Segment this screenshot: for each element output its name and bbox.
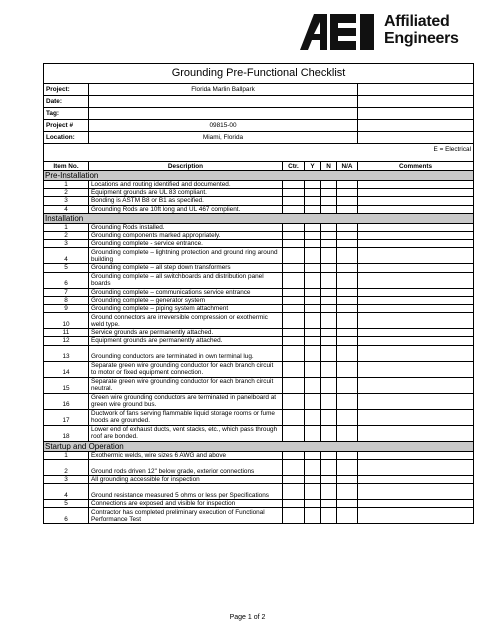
item-comments-field[interactable] (358, 337, 474, 345)
item-na-checkbox[interactable] (337, 459, 358, 475)
checklist-sheet (43, 63, 473, 524)
item-ctr-field[interactable] (283, 232, 305, 240)
item-description: Grounding Rods installed. (89, 223, 283, 231)
item-yes-checkbox[interactable] (305, 296, 321, 304)
item-number: 3 (44, 240, 89, 248)
item-comments-field[interactable] (358, 377, 474, 393)
item-description: Equipment grounds are UL 83 compliant. (89, 189, 283, 197)
item-comments-field[interactable] (358, 393, 474, 409)
item-number: 14 (44, 361, 89, 377)
item-number: 18 (44, 425, 89, 441)
checklist-item-row (44, 425, 474, 441)
page-title: Grounding Pre-Functional Checklist (44, 64, 474, 84)
checklist-item-row (44, 459, 474, 475)
item-description: All grounding accessible for inspection (89, 475, 283, 483)
item-yes-checkbox[interactable] (305, 197, 321, 205)
item-yes-checkbox[interactable] (305, 189, 321, 197)
item-yes-checkbox[interactable] (305, 345, 321, 361)
logo-wordmark (384, 13, 459, 47)
header-row (44, 120, 474, 132)
item-no-checkbox[interactable] (321, 181, 337, 189)
spacer-row (44, 154, 474, 162)
header-value-field[interactable]: Florida Marlin Ballpark (89, 84, 358, 96)
item-description: Grounding complete – lightning protection and ground ring around building (89, 248, 283, 264)
item-ctr-field[interactable] (283, 189, 305, 197)
item-no-checkbox[interactable] (321, 508, 337, 524)
item-ctr-field[interactable] (283, 361, 305, 377)
item-no-checkbox[interactable] (321, 475, 337, 483)
item-description: Green wire grounding conductors are terminated in panelboard at green wire ground bus. (89, 393, 283, 409)
item-na-checkbox[interactable] (337, 189, 358, 197)
item-number: 9 (44, 305, 89, 313)
legend-text: E = Electrical (44, 144, 474, 154)
item-comments-field[interactable] (358, 189, 474, 197)
item-yes-checkbox[interactable] (305, 361, 321, 377)
header-row (44, 84, 474, 96)
item-comments-field[interactable] (358, 425, 474, 441)
item-na-checkbox[interactable] (337, 181, 358, 189)
item-ctr-field[interactable] (283, 508, 305, 524)
checklist-item-row (44, 189, 474, 197)
item-na-checkbox[interactable] (337, 223, 358, 231)
item-na-checkbox[interactable] (337, 305, 358, 313)
spacer-cell (44, 154, 474, 162)
item-yes-checkbox[interactable] (305, 240, 321, 248)
item-yes-checkbox[interactable] (305, 248, 321, 264)
item-yes-checkbox[interactable] (305, 232, 321, 240)
item-ctr-field[interactable] (283, 409, 305, 425)
header-label: Project: (44, 84, 89, 96)
item-no-checkbox[interactable] (321, 232, 337, 240)
item-ctr-field[interactable] (283, 205, 305, 213)
item-description: Grounding complete – communications service entrance (89, 288, 283, 296)
item-comments-field[interactable] (358, 345, 474, 361)
item-na-checkbox[interactable] (337, 361, 358, 377)
checklist-item-row (44, 508, 474, 524)
checklist-item-row (44, 223, 474, 231)
header-value-field[interactable]: Miami, Florida (89, 132, 358, 144)
item-number: 12 (44, 337, 89, 345)
item-description: Ductwork of fans serving flammable liquid storage rooms or fume hoods are grounded. (89, 409, 283, 425)
checklist-item-row (44, 181, 474, 189)
item-number: 4 (44, 484, 89, 500)
checklist-item-row (44, 500, 474, 508)
item-na-checkbox[interactable] (337, 240, 358, 248)
item-yes-checkbox[interactable] (305, 223, 321, 231)
item-description: Ground connectors are irreversible compression or exothermic weld type. (89, 313, 283, 329)
item-na-checkbox[interactable] (337, 393, 358, 409)
item-description: Locations and routing identified and documented. (89, 181, 283, 189)
item-yes-checkbox[interactable] (305, 288, 321, 296)
item-number: 4 (44, 248, 89, 264)
item-number: 1 (44, 451, 89, 459)
item-description: Grounding complete – all step down transformers (89, 264, 283, 272)
item-no-checkbox[interactable] (321, 425, 337, 441)
item-number: 2 (44, 189, 89, 197)
company-logo (300, 10, 480, 56)
legend-row (44, 144, 474, 154)
header-value-field[interactable] (89, 108, 358, 120)
item-yes-checkbox[interactable] (305, 377, 321, 393)
item-number: 13 (44, 345, 89, 361)
section-row (44, 171, 474, 181)
item-number: 5 (44, 500, 89, 508)
item-yes-checkbox[interactable] (305, 205, 321, 213)
item-yes-checkbox[interactable] (305, 451, 321, 459)
checklist-item-row (44, 197, 474, 205)
page-number: Page 1 of 2 (229, 614, 266, 621)
checklist-item-row (44, 296, 474, 304)
item-number: 2 (44, 232, 89, 240)
checklist-item-row (44, 451, 474, 459)
column-header-comments: Comments (358, 162, 474, 171)
item-no-checkbox[interactable] (321, 288, 337, 296)
item-ctr-field[interactable] (283, 475, 305, 483)
item-yes-checkbox[interactable] (305, 393, 321, 409)
item-na-checkbox[interactable] (337, 508, 358, 524)
item-description: Grounding complete – piping system attachment (89, 305, 283, 313)
item-no-checkbox[interactable] (321, 409, 337, 425)
checklist-table (43, 63, 474, 524)
checklist-item-row (44, 288, 474, 296)
column-header-description: Description (89, 162, 283, 171)
item-no-checkbox[interactable] (321, 484, 337, 500)
item-description: Connections are exposed and visible for inspection (89, 500, 283, 508)
logo-line-1: Affiliated (384, 13, 450, 30)
aei-logo-mark (300, 14, 380, 50)
item-no-checkbox[interactable] (321, 264, 337, 272)
item-no-checkbox[interactable] (321, 205, 337, 213)
item-number: 3 (44, 197, 89, 205)
checklist-item-row (44, 393, 474, 409)
item-comments-field[interactable] (358, 288, 474, 296)
checklist-item-row (44, 329, 474, 337)
item-yes-checkbox[interactable] (305, 484, 321, 500)
item-na-checkbox[interactable] (337, 377, 358, 393)
item-comments-field[interactable] (358, 361, 474, 377)
item-no-checkbox[interactable] (321, 248, 337, 264)
item-comments-field[interactable] (358, 205, 474, 213)
column-header-row (44, 162, 474, 171)
item-ctr-field[interactable] (283, 240, 305, 248)
item-ctr-field[interactable] (283, 264, 305, 272)
header-blank (358, 96, 474, 108)
item-number: 15 (44, 377, 89, 393)
item-na-checkbox[interactable] (337, 337, 358, 345)
item-ctr-field[interactable] (283, 500, 305, 508)
item-comments-field[interactable] (358, 223, 474, 231)
item-number: 3 (44, 475, 89, 483)
item-ctr-field[interactable] (283, 451, 305, 459)
item-description: Bonding is ASTM B8 or B1 as specified. (89, 197, 283, 205)
item-no-checkbox[interactable] (321, 500, 337, 508)
item-na-checkbox[interactable] (337, 451, 358, 459)
item-description: Grounding complete - service entrance. (89, 240, 283, 248)
item-description: Grounding complete – generator system (89, 296, 283, 304)
checklist-item-row (44, 337, 474, 345)
checklist-item-row (44, 345, 474, 361)
item-yes-checkbox[interactable] (305, 459, 321, 475)
item-number: 16 (44, 393, 89, 409)
item-comments-field[interactable] (358, 264, 474, 272)
item-description: Ground rods driven 12" below grade, exterior connections (89, 459, 283, 475)
section-title: Pre-Installation (44, 171, 474, 181)
section-row (44, 213, 474, 223)
item-comments-field[interactable] (358, 313, 474, 329)
item-no-checkbox[interactable] (321, 240, 337, 248)
item-na-checkbox[interactable] (337, 296, 358, 304)
item-ctr-field[interactable] (283, 296, 305, 304)
item-yes-checkbox[interactable] (305, 264, 321, 272)
item-no-checkbox[interactable] (321, 345, 337, 361)
item-yes-checkbox[interactable] (305, 181, 321, 189)
item-na-checkbox[interactable] (337, 345, 358, 361)
item-comments-field[interactable] (358, 197, 474, 205)
item-comments-field[interactable] (358, 240, 474, 248)
item-comments-field[interactable] (358, 181, 474, 189)
item-yes-checkbox[interactable] (305, 425, 321, 441)
item-comments-field[interactable] (358, 305, 474, 313)
item-comments-field[interactable] (358, 248, 474, 264)
item-number: 4 (44, 205, 89, 213)
item-description: Exothermic welds, wire sizes 6 AWG and above (89, 451, 283, 459)
item-ctr-field[interactable] (283, 272, 305, 288)
header-label: Tag: (44, 108, 89, 120)
item-yes-checkbox[interactable] (305, 329, 321, 337)
header-value-field[interactable] (89, 96, 358, 108)
item-number: 1 (44, 223, 89, 231)
item-ctr-field[interactable] (283, 223, 305, 231)
checklist-item-row (44, 305, 474, 313)
checklist-item-row (44, 484, 474, 500)
item-description: Contractor has completed preliminary execution of Functional Performance Test (89, 508, 283, 524)
header-row (44, 96, 474, 108)
item-description: Ground resistance measured 5 ohms or less per Specifications (89, 484, 283, 500)
item-yes-checkbox[interactable] (305, 475, 321, 483)
checklist-item-row (44, 248, 474, 264)
item-ctr-field[interactable] (283, 345, 305, 361)
logo-line-2: Engineers (384, 30, 459, 47)
item-comments-field[interactable] (358, 329, 474, 337)
checklist-item-row (44, 313, 474, 329)
item-no-checkbox[interactable] (321, 313, 337, 329)
item-na-checkbox[interactable] (337, 205, 358, 213)
item-no-checkbox[interactable] (321, 459, 337, 475)
item-yes-checkbox[interactable] (305, 305, 321, 313)
checklist-item-row (44, 264, 474, 272)
item-number: 5 (44, 264, 89, 272)
item-no-checkbox[interactable] (321, 272, 337, 288)
checklist-item-row (44, 361, 474, 377)
item-number: 2 (44, 459, 89, 475)
column-header-item: Item No. (44, 162, 89, 171)
item-ctr-field[interactable] (283, 313, 305, 329)
item-ctr-field[interactable] (283, 377, 305, 393)
item-ctr-field[interactable] (283, 393, 305, 409)
header-label: Location: (44, 132, 89, 144)
item-ctr-field[interactable] (283, 197, 305, 205)
header-label: Date: (44, 96, 89, 108)
item-ctr-field[interactable] (283, 459, 305, 475)
item-ctr-field[interactable] (283, 337, 305, 345)
item-number: 8 (44, 296, 89, 304)
column-header-y: Y (305, 162, 321, 171)
item-na-checkbox[interactable] (337, 425, 358, 441)
item-comments-field[interactable] (358, 451, 474, 459)
column-header-ctr: Ctr. (283, 162, 305, 171)
item-ctr-field[interactable] (283, 425, 305, 441)
item-comments-field[interactable] (358, 272, 474, 288)
item-na-checkbox[interactable] (337, 500, 358, 508)
item-no-checkbox[interactable] (321, 451, 337, 459)
item-na-checkbox[interactable] (337, 197, 358, 205)
item-comments-field[interactable] (358, 484, 474, 500)
item-na-checkbox[interactable] (337, 313, 358, 329)
item-no-checkbox[interactable] (321, 361, 337, 377)
item-na-checkbox[interactable] (337, 409, 358, 425)
item-description: Grounding complete – all switchboards and distribution panel boards (89, 272, 283, 288)
item-ctr-field[interactable] (283, 305, 305, 313)
checklist-item-row (44, 272, 474, 288)
item-no-checkbox[interactable] (321, 223, 337, 231)
section-title: Installation (44, 213, 474, 223)
item-no-checkbox[interactable] (321, 305, 337, 313)
item-number: 10 (44, 313, 89, 329)
header-blank (358, 108, 474, 120)
item-number: 7 (44, 288, 89, 296)
item-yes-checkbox[interactable] (305, 409, 321, 425)
item-number: 1 (44, 181, 89, 189)
column-header-n: N (321, 162, 337, 171)
item-ctr-field[interactable] (283, 248, 305, 264)
item-yes-checkbox[interactable] (305, 508, 321, 524)
item-no-checkbox[interactable] (321, 337, 337, 345)
item-na-checkbox[interactable] (337, 329, 358, 337)
item-no-checkbox[interactable] (321, 296, 337, 304)
item-no-checkbox[interactable] (321, 189, 337, 197)
item-yes-checkbox[interactable] (305, 337, 321, 345)
item-na-checkbox[interactable] (337, 288, 358, 296)
item-description: Service grounds are permanently attached. (89, 329, 283, 337)
item-description: Grounding components marked appropriately. (89, 232, 283, 240)
item-comments-field[interactable] (358, 459, 474, 475)
item-na-checkbox[interactable] (337, 264, 358, 272)
section-row (44, 441, 474, 451)
header-value-field[interactable]: 09815-00 (89, 120, 358, 132)
header-label: Project # (44, 120, 89, 132)
item-description: Equipment grounds are permanently attached. (89, 337, 283, 345)
item-yes-checkbox[interactable] (305, 272, 321, 288)
item-no-checkbox[interactable] (321, 393, 337, 409)
item-ctr-field[interactable] (283, 288, 305, 296)
item-description: Grounding Rods are 10ft long and UL 467 complient. (89, 205, 283, 213)
item-na-checkbox[interactable] (337, 232, 358, 240)
item-comments-field[interactable] (358, 500, 474, 508)
item-number: 6 (44, 272, 89, 288)
column-header-na: N/A (337, 162, 358, 171)
checklist-item-row (44, 205, 474, 213)
item-ctr-field[interactable] (283, 329, 305, 337)
item-description: Separate green wire grounding conductor for each branch circuit neutral. (89, 377, 283, 393)
item-number: 17 (44, 409, 89, 425)
item-comments-field[interactable] (358, 296, 474, 304)
header-blank (358, 84, 474, 96)
item-comments-field[interactable] (358, 232, 474, 240)
header-row (44, 108, 474, 120)
item-no-checkbox[interactable] (321, 197, 337, 205)
checklist-item-row (44, 475, 474, 483)
checklist-item-row (44, 240, 474, 248)
checklist-item-row (44, 232, 474, 240)
item-na-checkbox[interactable] (337, 272, 358, 288)
item-na-checkbox[interactable] (337, 248, 358, 264)
item-ctr-field[interactable] (283, 181, 305, 189)
item-number: 6 (44, 508, 89, 524)
item-na-checkbox[interactable] (337, 475, 358, 483)
item-description: Lower end of exhaust ducts, vent stacks, etc., which pass through roof are bonded. (89, 425, 283, 441)
item-number: 11 (44, 329, 89, 337)
item-comments-field[interactable] (358, 475, 474, 483)
header-blank (358, 132, 474, 144)
item-comments-field[interactable] (358, 409, 474, 425)
checklist-item-row (44, 377, 474, 393)
item-yes-checkbox[interactable] (305, 313, 321, 329)
item-yes-checkbox[interactable] (305, 500, 321, 508)
header-row (44, 132, 474, 144)
item-ctr-field[interactable] (283, 484, 305, 500)
section-title: Startup and Operation (44, 441, 474, 451)
checklist-item-row (44, 409, 474, 425)
item-no-checkbox[interactable] (321, 329, 337, 337)
item-na-checkbox[interactable] (337, 484, 358, 500)
header-blank (358, 120, 474, 132)
item-description: Separate green wire grounding conductor for each branch circuit to motor or fixed equipment connection. (89, 361, 283, 377)
item-no-checkbox[interactable] (321, 377, 337, 393)
item-comments-field[interactable] (358, 508, 474, 524)
item-description: Grounding conductors are terminated in own terminal lug. (89, 345, 283, 361)
